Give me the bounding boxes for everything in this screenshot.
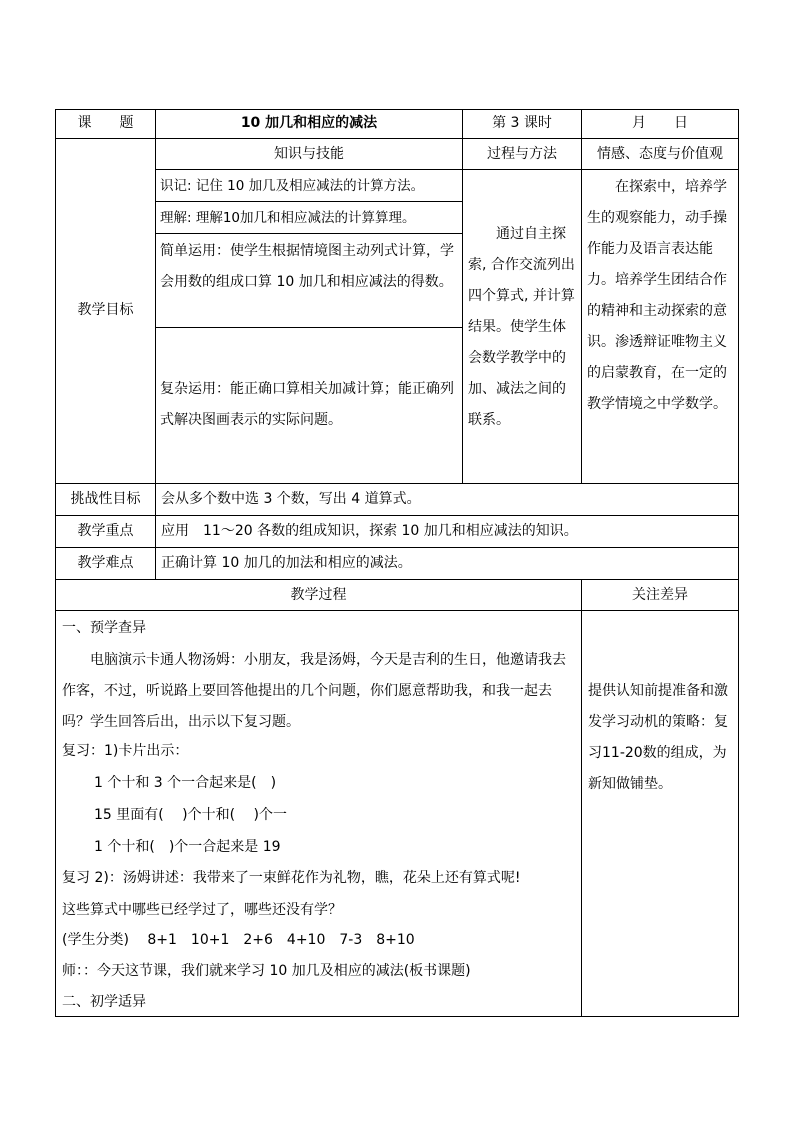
review-two-line-two: 这些算式中哪些已经学过了，哪些还没有学？ [62, 902, 342, 918]
date-fields: 月 日 [632, 115, 688, 131]
difficulty-label: 教学难点 [77, 555, 134, 571]
table-line [55, 515, 739, 516]
key-point-label: 教学重点 [77, 523, 134, 539]
topic-title: 10 加几和相应的减法 [240, 115, 378, 131]
topic-label: 课 题 [77, 115, 134, 131]
process-header: 教学过程 [290, 587, 347, 603]
table-line [55, 579, 739, 580]
review-two-line-one: 复习 2)：汤姆讲述：我带来了一束鲜花作为礼物，瞧，花朵上还有算式呢! [62, 870, 521, 886]
table-line [155, 201, 462, 202]
col-header-process: 过程与方法 [487, 146, 557, 162]
goals-row-label: 教学目标 [77, 302, 134, 318]
table-line [55, 1016, 739, 1017]
table-line [155, 109, 156, 483]
intro-paragraph: 电脑演示卡通人物汤姆：小朋友，我是汤姆，今天是吉利的生日，他邀请我去作客，不过，听说路上要回答他提出的几个问题，你们愿意帮助我，和我一起去吗？学生回答后出，出示以下复习题。 [62, 652, 566, 730]
table-line [55, 610, 739, 611]
emotion-values-text: 在探索中，培养学生的观察能力，动手操作能力及语言表达能力。培养学生团结合作的精神和主动探索的意识。渗透辩证唯物主义的启蒙教育，在一定的教学情境之中学数学。 [587, 179, 727, 412]
table-line [581, 109, 582, 483]
question-one: 1 个十和 3 个一合起来是( ) [94, 775, 277, 791]
student-classify: (学生分类) 8+1 10+1 2+6 4+10 7-3 8+10 [62, 932, 415, 948]
question-three: 1 个十和( )个一合起来是 19 [94, 839, 281, 855]
section-heading-pre-study: 一、预学查异 [62, 620, 146, 636]
table-line [155, 483, 156, 579]
knowledge-item-understand: 理解: 理解10加几和相应减法的计算算理。 [160, 210, 416, 226]
section-heading-initial-study: 二、初学适异 [62, 994, 146, 1010]
table-line [462, 109, 463, 483]
review-one: 复习：1)卡片出示： [62, 743, 189, 759]
table-line [155, 327, 462, 328]
difficulty-text: 正确计算 10 加几的加法和相应的减法。 [161, 555, 412, 571]
table-line [55, 109, 739, 110]
knowledge-item-memorize: 识记: 记住 10 加几及相应减法的计算方法。 [160, 178, 425, 194]
challenge-label: 挑战性目标 [70, 491, 141, 507]
diff-strategy-text: 提供认知前提准备和激发学习动机的策略：复习11-20数的组成，为新知做铺垫。 [588, 683, 728, 792]
table-line [738, 109, 739, 1017]
table-line [55, 547, 739, 548]
process-method-text: 通过自主探索, 合作交流列出四个算式, 并计算结果。使学生体会数学教学中的加、减法之间的联系。 [468, 226, 575, 428]
challenge-text: 会从多个数中选 3 个数，写出 4 道算式。 [161, 491, 421, 507]
table-line [55, 483, 739, 484]
teacher-line: 师：：今天这节课，我们就来学习 10 加几及相应的减法(板书课题) [62, 963, 471, 979]
table-line [155, 169, 739, 170]
question-two: 15 里面有( )个十和( )个一 [94, 807, 288, 823]
key-point-text: 应用 11～20 各数的组成知识，探索 10 加几和相应减法的知识。 [161, 523, 578, 539]
knowledge-item-complex-apply: 复杂运用：能正确口算相关加减计算；能正确列式解决图画表示的实际问题。 [160, 381, 454, 428]
col-header-emotion: 情感、态度与价值观 [597, 146, 723, 162]
col-header-knowledge: 知识与技能 [274, 146, 344, 162]
table-line [581, 579, 582, 1016]
diff-header: 关注差异 [632, 587, 688, 603]
lesson-number: 第 3 课时 [492, 115, 552, 131]
knowledge-item-simple-apply: 简单运用：使学生根据情境图主动列式计算，学会用数的组成口算 10 加几和相应减法的得数。 [160, 243, 454, 290]
table-line [55, 138, 739, 139]
table-line [155, 233, 462, 234]
